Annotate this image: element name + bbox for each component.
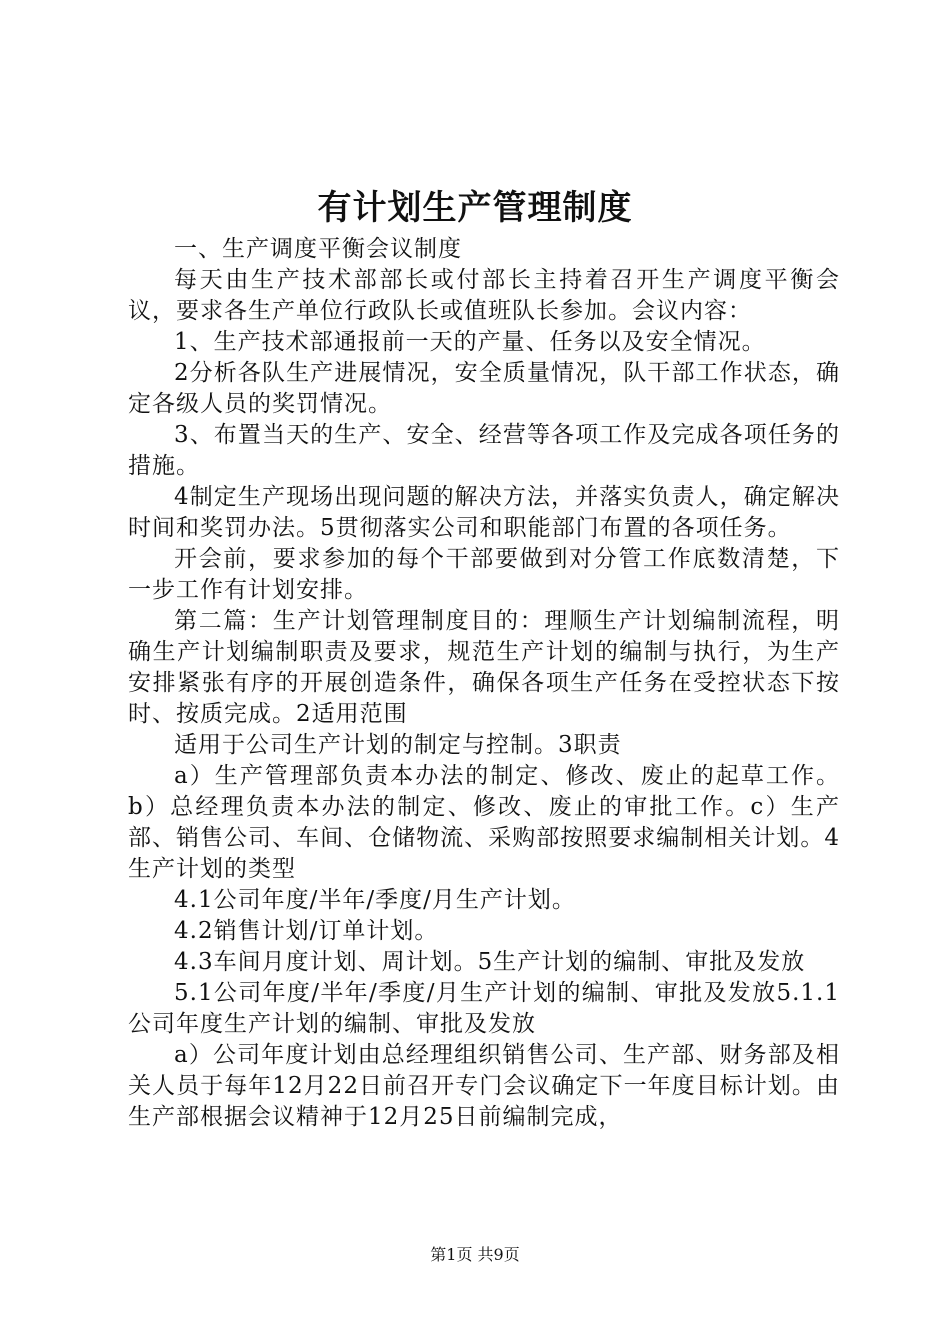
paragraph: 4.3车间月度计划、周计划。5生产计划的编制、审批及发放: [174, 949, 806, 975]
document-body: [128, 234, 840, 1133]
paragraph: 5.1公司年度/半年/季度/月生产计划的编制、审批及发放5.1.1公司年度生产计划的编制、审批及发放: [128, 980, 840, 1037]
paragraph: a）公司年度计划由总经理组织销售公司、生产部、财务部及相关人员于每年12月22日前召开专门会议确定下一年度目标计划。由生产部根据会议精神于12月25日前编制完成，: [128, 1042, 840, 1130]
paragraph: 4.1公司年度/半年/季度/月生产计划。: [174, 887, 576, 913]
paragraph: 适用于公司生产计划的制定与控制。3职责: [174, 732, 622, 758]
paragraph: 3、布置当天的生产、安全、经营等各项工作及完成各项任务的措施。: [128, 422, 840, 479]
page-footer: 第1页 共9页: [430, 1245, 520, 1264]
paragraph: 1、生产技术部通报前一天的产量、任务以及安全情况。: [174, 329, 766, 355]
paragraph: 4制定生产现场出现问题的解决方法，并落实负责人，确定解决时间和奖罚办法。5贯彻落实公司和职能部门布置的各项任务。: [128, 484, 840, 541]
paragraph: 一、生产调度平衡会议制度: [174, 236, 462, 262]
paragraph: 2分析各队生产进展情况，安全质量情况，队干部工作状态，确定各级人员的奖罚情况。: [128, 360, 840, 417]
paragraph: 4.2销售计划/订单计划。: [174, 918, 439, 944]
paragraph: 第二篇：生产计划管理制度目的：理顺生产计划编制流程，明确生产计划编制职责及要求，规范生产计划的编制与执行，为生产安排紧张有序的开展创造条件，确保各项生产任务在受控状态下按时、按质完成。2适用范围: [128, 608, 840, 727]
paragraph: 开会前，要求参加的每个干部要做到对分管工作底数清楚，下一步工作有计划安排。: [128, 546, 840, 603]
paragraph: a）生产管理部负责本办法的制定、修改、废止的起草工作。b）总经理负责本办法的制定、修改、废止的审批工作。c）生产部、销售公司、车间、仓储物流、采购部按照要求编制相关计划。4生产计划的类型: [128, 763, 840, 882]
document-title: 有计划生产管理制度: [317, 188, 633, 228]
paragraph: 每天由生产技术部部长或付部长主持着召开生产调度平衡会议，要求各生产单位行政队长或值班队长参加。会议内容：: [128, 267, 840, 324]
